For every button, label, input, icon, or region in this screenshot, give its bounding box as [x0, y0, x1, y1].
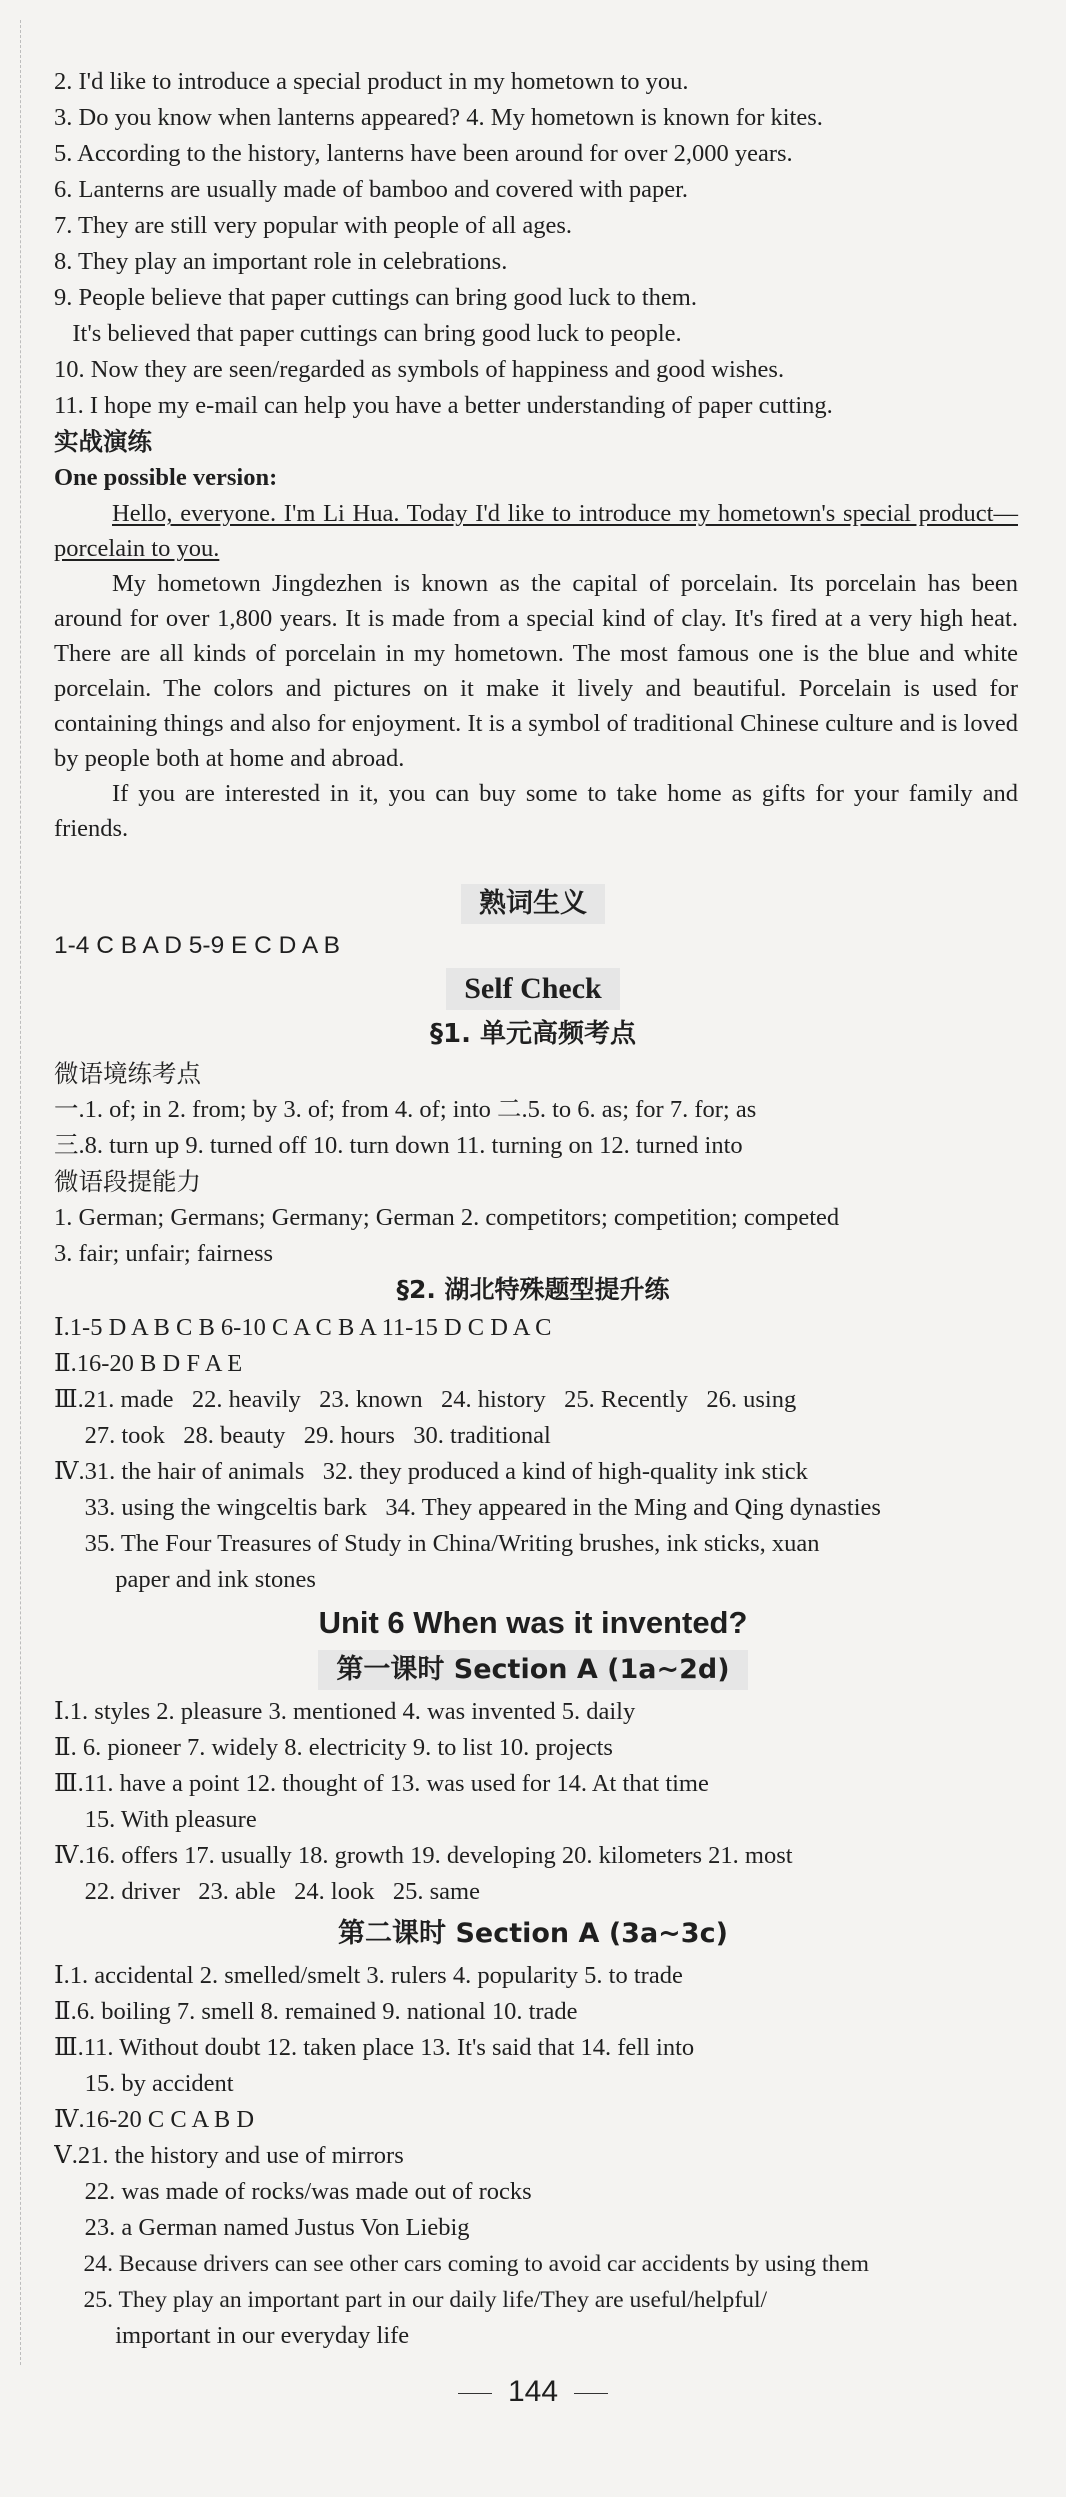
practice-heading: 实战演练	[54, 427, 152, 456]
weiyu2-line: 3. fair; unfair; fairness	[54, 1240, 274, 1267]
s2-line: Ⅱ.16-20 B D F A E	[54, 1350, 243, 1377]
intro-line: 7. They are still very popular with people of all ages.	[54, 212, 572, 239]
page-number-dash	[574, 2393, 608, 2394]
s2-line: Ⅲ.21. made 22. heavily 23. known 24. history 25. Recently 26. using	[54, 1386, 797, 1413]
shuci-answers: 1-4 C B A D 5-9 E C D A B	[54, 932, 340, 959]
lesson1-line: 15. With pleasure	[54, 1806, 257, 1833]
lesson2-line: important in our everyday life	[54, 2322, 410, 2349]
weiyu2-title: 微语段提能力	[54, 1167, 201, 1196]
lesson2-line: 22. was made of rocks/was made out of rocks	[54, 2178, 532, 2205]
s2-line: Ⅳ.31. the hair of animals 32. they produced a kind of high-quality ink stick	[54, 1458, 808, 1485]
s1-title: §1. 单元高频考点	[429, 1019, 637, 1049]
s2-line: 27. took 28. beauty 29. hours 30. traditional	[54, 1422, 551, 1449]
essay-closing: If you are interested in it, you can buy some to take home as gifts for your family and friends.	[54, 780, 1018, 842]
lesson2-line: Ⅰ.1. accidental 2. smelled/smelt 3. rulers 4. popularity 5. to trade	[54, 1962, 683, 1989]
self-check-title: Self Check	[0, 968, 1066, 1010]
intro-line: 2. I'd like to introduce a special product in my hometown to you.	[54, 68, 689, 95]
intro-line: 11. I hope my e-mail can help you have a better understanding of paper cutting.	[54, 392, 833, 419]
essay-opening: Hello, everyone. I'm Li Hua. Today I'd like to introduce my hometown's special product—porcelain to you.	[54, 500, 1018, 562]
lesson2-line: 15. by accident	[54, 2070, 234, 2097]
weiyu1-title: 微语境练考点	[54, 1059, 201, 1088]
essay-body: My hometown Jingdezhen is known as the capital of porcelain. Its porcelain has been around for over 1,800 years. It is made from a special kind of clay. It's fired at a very high heat. There are all kinds of porcelain in my hometown. The most famous one is the blue and white porcelain. The colors and pictures on it make it lively and beautiful. Porcelain is used for containing things and also for enjoyment. It is a symbol of traditional Chinese culture and is loved by people both at home and abroad.	[54, 570, 1018, 772]
page-number-dash	[458, 2393, 492, 2394]
page-number: 144	[0, 2375, 1066, 2409]
lesson1-line: Ⅲ.11. have a point 12. thought of 13. was used for 14. At that time	[54, 1770, 709, 1797]
lesson1-line: Ⅱ. 6. pioneer 7. widely 8. electricity 9. to list 10. projects	[54, 1734, 613, 1761]
s2-line: paper and ink stones	[54, 1566, 316, 1593]
intro-line: 3. Do you know when lanterns appeared? 4. My hometown is known for kites.	[54, 104, 823, 131]
lesson1-line: Ⅰ.1. styles 2. pleasure 3. mentioned 4. was invented 5. daily	[54, 1698, 636, 1725]
lesson2-line: Ⅳ.16-20 C C A B D	[54, 2106, 255, 2133]
lesson2-line: 25. They play an important part in our daily life/They are useful/helpful/	[54, 2287, 768, 2313]
weiyu2-line: 1. German; Germans; Germany; German 2. competitors; competition; competed	[54, 1204, 840, 1231]
intro-line: 10. Now they are seen/regarded as symbols of happiness and good wishes.	[54, 356, 785, 383]
lesson1-line: 22. driver 23. able 24. look 25. same	[54, 1878, 480, 1905]
s2-line: 33. using the wingceltis bark 34. They appeared in the Ming and Qing dynasties	[54, 1494, 881, 1521]
version-label: One possible version:	[54, 464, 278, 491]
s2-line: 35. The Four Treasures of Study in China/Writing brushes, ink sticks, xuan	[54, 1530, 820, 1557]
intro-line: 5. According to the history, lanterns have been around for over 2,000 years.	[54, 140, 793, 167]
lesson2-line: Ⅱ.6. boiling 7. smell 8. remained 9. national 10. trade	[54, 1998, 578, 2025]
margin-dashed-line	[20, 20, 22, 2365]
intro-line: 8. They play an important role in celebrations.	[54, 248, 508, 275]
lesson2-line: Ⅲ.11. Without doubt 12. taken place 13. It's said that 14. fell into	[54, 2034, 695, 2061]
lesson2-line: 23. a German named Justus Von Liebig	[54, 2214, 470, 2241]
lesson2-line: 24. Because drivers can see other cars coming to avoid car accidents by using them	[54, 2251, 870, 2277]
lesson1-title: 第一课时 Section A (1a~2d)	[0, 1650, 1066, 1690]
intro-line: 9. People believe that paper cuttings can bring good luck to them.	[54, 284, 697, 311]
weiyu1-line: 三.8. turn up 9. turned off 10. turn down 11. turning on 12. turned into	[54, 1132, 743, 1159]
unit-title: Unit 6 When was it invented?	[318, 1605, 748, 1640]
s2-title: §2. 湖北特殊题型提升练	[396, 1275, 670, 1304]
lesson2-line: Ⅴ.21. the history and use of mirrors	[54, 2142, 404, 2169]
shuci-title: 熟词生义	[0, 884, 1066, 924]
essay	[54, 496, 1018, 846]
lesson1-line: Ⅳ.16. offers 17. usually 18. growth 19. developing 20. kilometers 21. most	[54, 1842, 793, 1869]
intro-line: It's believed that paper cuttings can bring good luck to people.	[54, 320, 682, 347]
weiyu1-line: 一.1. of; in 2. from; by 3. of; from 4. of; into 二.5. to 6. as; for 7. for; as	[54, 1096, 757, 1123]
intro-line: 6. Lanterns are usually made of bamboo and covered with paper.	[54, 176, 689, 203]
s2-line: Ⅰ.1-5 D A B C B 6-10 C A C B A 11-15 D C D A C	[54, 1314, 552, 1341]
lesson2-title: 第二课时 Section A (3a~3c)	[338, 1918, 728, 1949]
